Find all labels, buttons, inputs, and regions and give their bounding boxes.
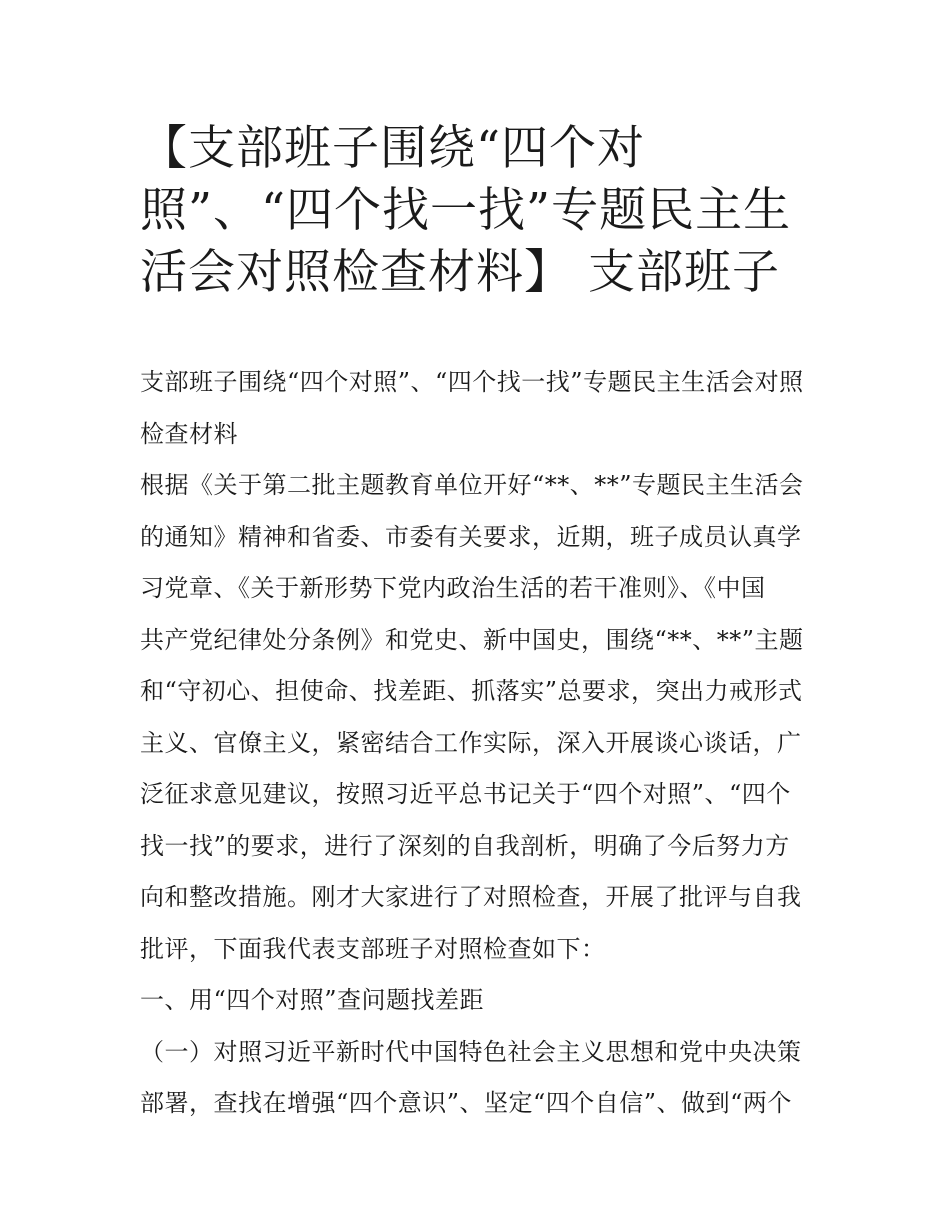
body-line: 向和整改措施。刚才大家进行了对照检查，开展了批评与自我 [140,883,802,911]
body-line: 检查材料 [140,419,238,448]
title-line: 【支部班子围绕“四个对 [140,121,646,176]
title-line: 照”、“四个找一找”专题民主生 [140,183,792,238]
body-line: 找一找”的要求，进行了深刻的自我剖析，明确了今后努力方 [140,831,790,860]
body-line: 主义、官僚主义，紧密结合工作实际，深入开展谈心谈话，广 [140,728,802,757]
body-line: 泛征求意见建议，按照习近平总书记关于“四个对照”、“四个 [140,780,791,808]
section-heading: 一、用“四个对照”查问题找差距 [140,986,485,1014]
body-line: 共产党纪律处分条例》和党史、新中国史，围绕“**、**”主题 [140,625,804,654]
body-line: 批评，下面我代表支部班子对照检查如下： [140,934,606,963]
body-line: 根据《关于第二批主题教育单位开好“**、**”专题民主生活会 [140,471,804,499]
body-line: （一）对照习近平新时代中国特色社会主义思想和党中央决策 [140,1037,802,1066]
title-line: 活会对照检查材料】 支部班子 [140,245,780,300]
document-title [140,118,820,304]
document-body [140,357,820,1130]
body-line: 和“守初心、担使命、找差距、抓落实”总要求，突出力戒形式 [140,677,803,705]
body-line: 支部班子围绕“四个对照”、“四个找一找”专题民主生活会对照 [140,368,804,396]
body-line: 的通知》精神和省委、市委有关要求，近期，班子成员认真学 [140,522,802,551]
body-line: 部署，查找在增强“四个意识”、坚定“四个自信”、做到“两个 [140,1089,792,1117]
body-line: 习党章、《关于新形势下党内政治生活的若干准则》、《中国 [140,574,766,602]
